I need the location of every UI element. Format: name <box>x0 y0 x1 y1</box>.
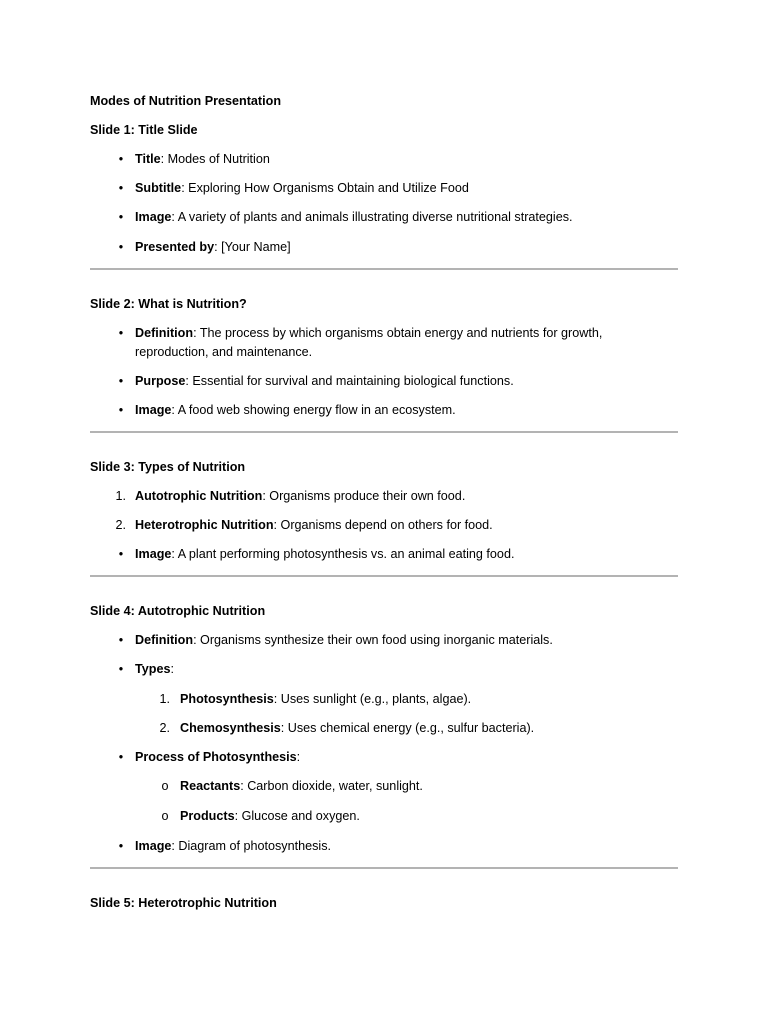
list-item: • Image: A food web showing energy flow in an ecosystem. <box>90 401 678 420</box>
number-marker: 2. <box>159 721 170 735</box>
list-item: • Definition: The process by which organisms obtain energy and nutrients for growth, reproduction, and maintenance. <box>90 324 678 362</box>
list-item: 1. Autotrophic Nutrition: Organisms produce their own food. <box>90 487 678 506</box>
list-item: 1. Photosynthesis: Uses sunlight (e.g., plants, algae). <box>90 690 678 709</box>
list-item: • Title: Modes of Nutrition <box>90 150 678 169</box>
bullet-marker: • <box>118 662 124 676</box>
list-item: • Definition: Organisms synthesize their own food using inorganic materials. <box>90 631 678 650</box>
bullet-marker: • <box>118 633 124 647</box>
number-marker: 2. <box>115 518 126 532</box>
bullet-marker: • <box>118 403 124 417</box>
list-item: • Presented by: [Your Name] <box>90 238 678 257</box>
circle-marker: o <box>161 779 169 793</box>
list-item: • Types: <box>90 660 678 679</box>
bullet-marker: • <box>118 750 124 764</box>
list-item: o Reactants: Carbon dioxide, water, sunlight. <box>90 777 678 796</box>
section-divider <box>90 867 678 869</box>
list-item: • Image: A variety of plants and animals illustrating diverse nutritional strategies. <box>90 208 678 227</box>
document-title: Modes of Nutrition Presentation <box>90 94 282 108</box>
section-divider <box>90 575 678 577</box>
list-item: 2. Heterotrophic Nutrition: Organisms depend on others for food. <box>90 516 678 535</box>
list-item: • Purpose: Essential for survival and maintaining biological functions. <box>90 372 678 391</box>
list-item: • Image: Diagram of photosynthesis. <box>90 837 678 856</box>
bullet-marker: • <box>118 210 124 224</box>
number-marker: 1. <box>159 692 170 706</box>
section-divider <box>90 268 678 270</box>
bullet-marker: • <box>118 240 124 254</box>
bullet-marker: • <box>118 326 124 340</box>
slide-3-heading: Slide 3: Types of Nutrition <box>90 460 246 474</box>
number-marker: 1. <box>115 489 126 503</box>
list-item: o Products: Glucose and oxygen. <box>90 807 678 826</box>
bullet-marker: • <box>118 181 124 195</box>
bullet-marker: • <box>118 547 124 561</box>
list-item: • Subtitle: Exploring How Organisms Obtain and Utilize Food <box>90 179 678 198</box>
slide-4-heading: Slide 4: Autotrophic Nutrition <box>90 604 266 618</box>
document-body <box>90 92 678 913</box>
section-divider <box>90 431 678 433</box>
circle-marker: o <box>161 809 169 823</box>
bullet-marker: • <box>118 152 124 166</box>
list-item: 2. Chemosynthesis: Uses chemical energy (e.g., sulfur bacteria). <box>90 719 678 738</box>
bullet-marker: • <box>118 839 124 853</box>
slide-2-heading: Slide 2: What is Nutrition? <box>90 297 247 311</box>
slide-1-heading: Slide 1: Title Slide <box>90 123 198 137</box>
list-item: • Image: A plant performing photosynthesis vs. an animal eating food. <box>90 545 678 564</box>
bullet-marker: • <box>118 374 124 388</box>
slide-5-heading: Slide 5: Heterotrophic Nutrition <box>90 896 277 910</box>
list-item: • Process of Photosynthesis: <box>90 748 678 767</box>
